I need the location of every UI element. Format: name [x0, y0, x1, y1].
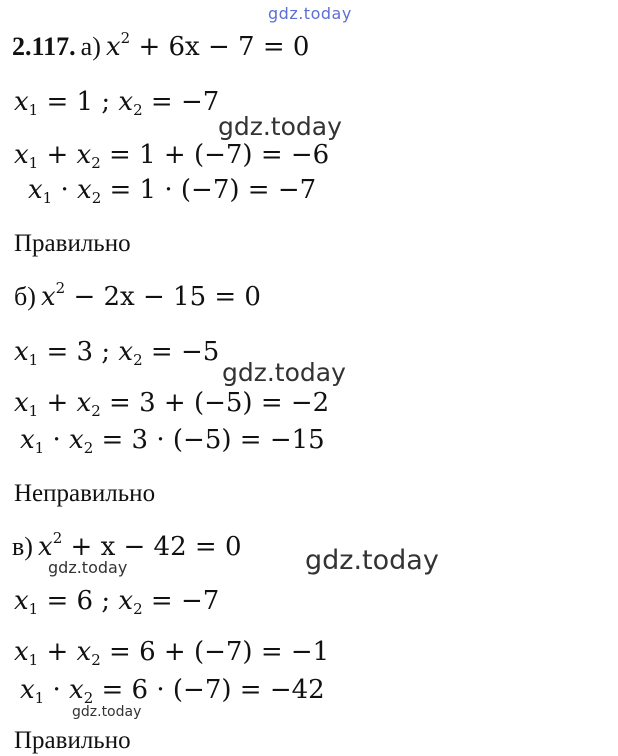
part-b-label: б) — [14, 282, 36, 311]
part-b-equation-line — [14, 279, 261, 312]
part-c-sum: $x_1 + x_2 = 6 + (-7) = -1$ — [14, 637, 330, 669]
part-b-roots: $x_1 = 3$ ; $x_2 = -5$ — [14, 337, 220, 369]
watermark-3: gdz.today — [305, 545, 439, 576]
part-a-roots: $x_1 = 1$ ; $x_2 = -7$ — [14, 87, 220, 119]
part-b-equation: $x^2 - 2x - 15 = 0$ — [40, 279, 261, 312]
part-c-verdict: Правильно — [14, 727, 131, 754]
part-a-verdict: Правильно — [14, 230, 131, 257]
part-c-label: в) — [12, 532, 33, 561]
part-a-sum: $x_1 + x_2 = 1 + (-7) = -6$ — [14, 140, 330, 172]
part-c-equation-line — [12, 529, 242, 562]
part-c-roots: $x_1 = 6$ ; $x_2 = -7$ — [14, 586, 220, 618]
watermark-small-1: gdz.today — [48, 558, 128, 577]
part-b-verdict: Неправильно — [14, 480, 156, 507]
part-b-product: $x_1 \cdot x_2 = 3 \cdot (-5) = -15$ — [20, 425, 325, 457]
problem-number: 2.117. — [12, 32, 76, 61]
part-b-sum: $x_1 + x_2 = 3 + (-5) = -2$ — [14, 388, 330, 420]
watermark-2: gdz.today — [222, 358, 346, 387]
part-c-product: $x_1 \cdot x_2 = 6 \cdot (-7) = -42$ — [20, 675, 325, 707]
watermark-1: gdz.today — [218, 112, 342, 141]
watermark-top: gdz.today — [268, 4, 352, 23]
part-c-equation: $x^2 + x - 42 = 0$ — [38, 529, 242, 562]
watermark-small-2: gdz.today — [72, 704, 142, 720]
part-a-equation: $x^2 + 6x - 7 = 0$ — [105, 29, 310, 62]
part-a-product: $x_1 \cdot x_2 = 1 \cdot (-7) = -7$ — [28, 175, 317, 207]
part-a-label: а) — [80, 32, 101, 61]
part-a-equation-line — [12, 29, 310, 62]
